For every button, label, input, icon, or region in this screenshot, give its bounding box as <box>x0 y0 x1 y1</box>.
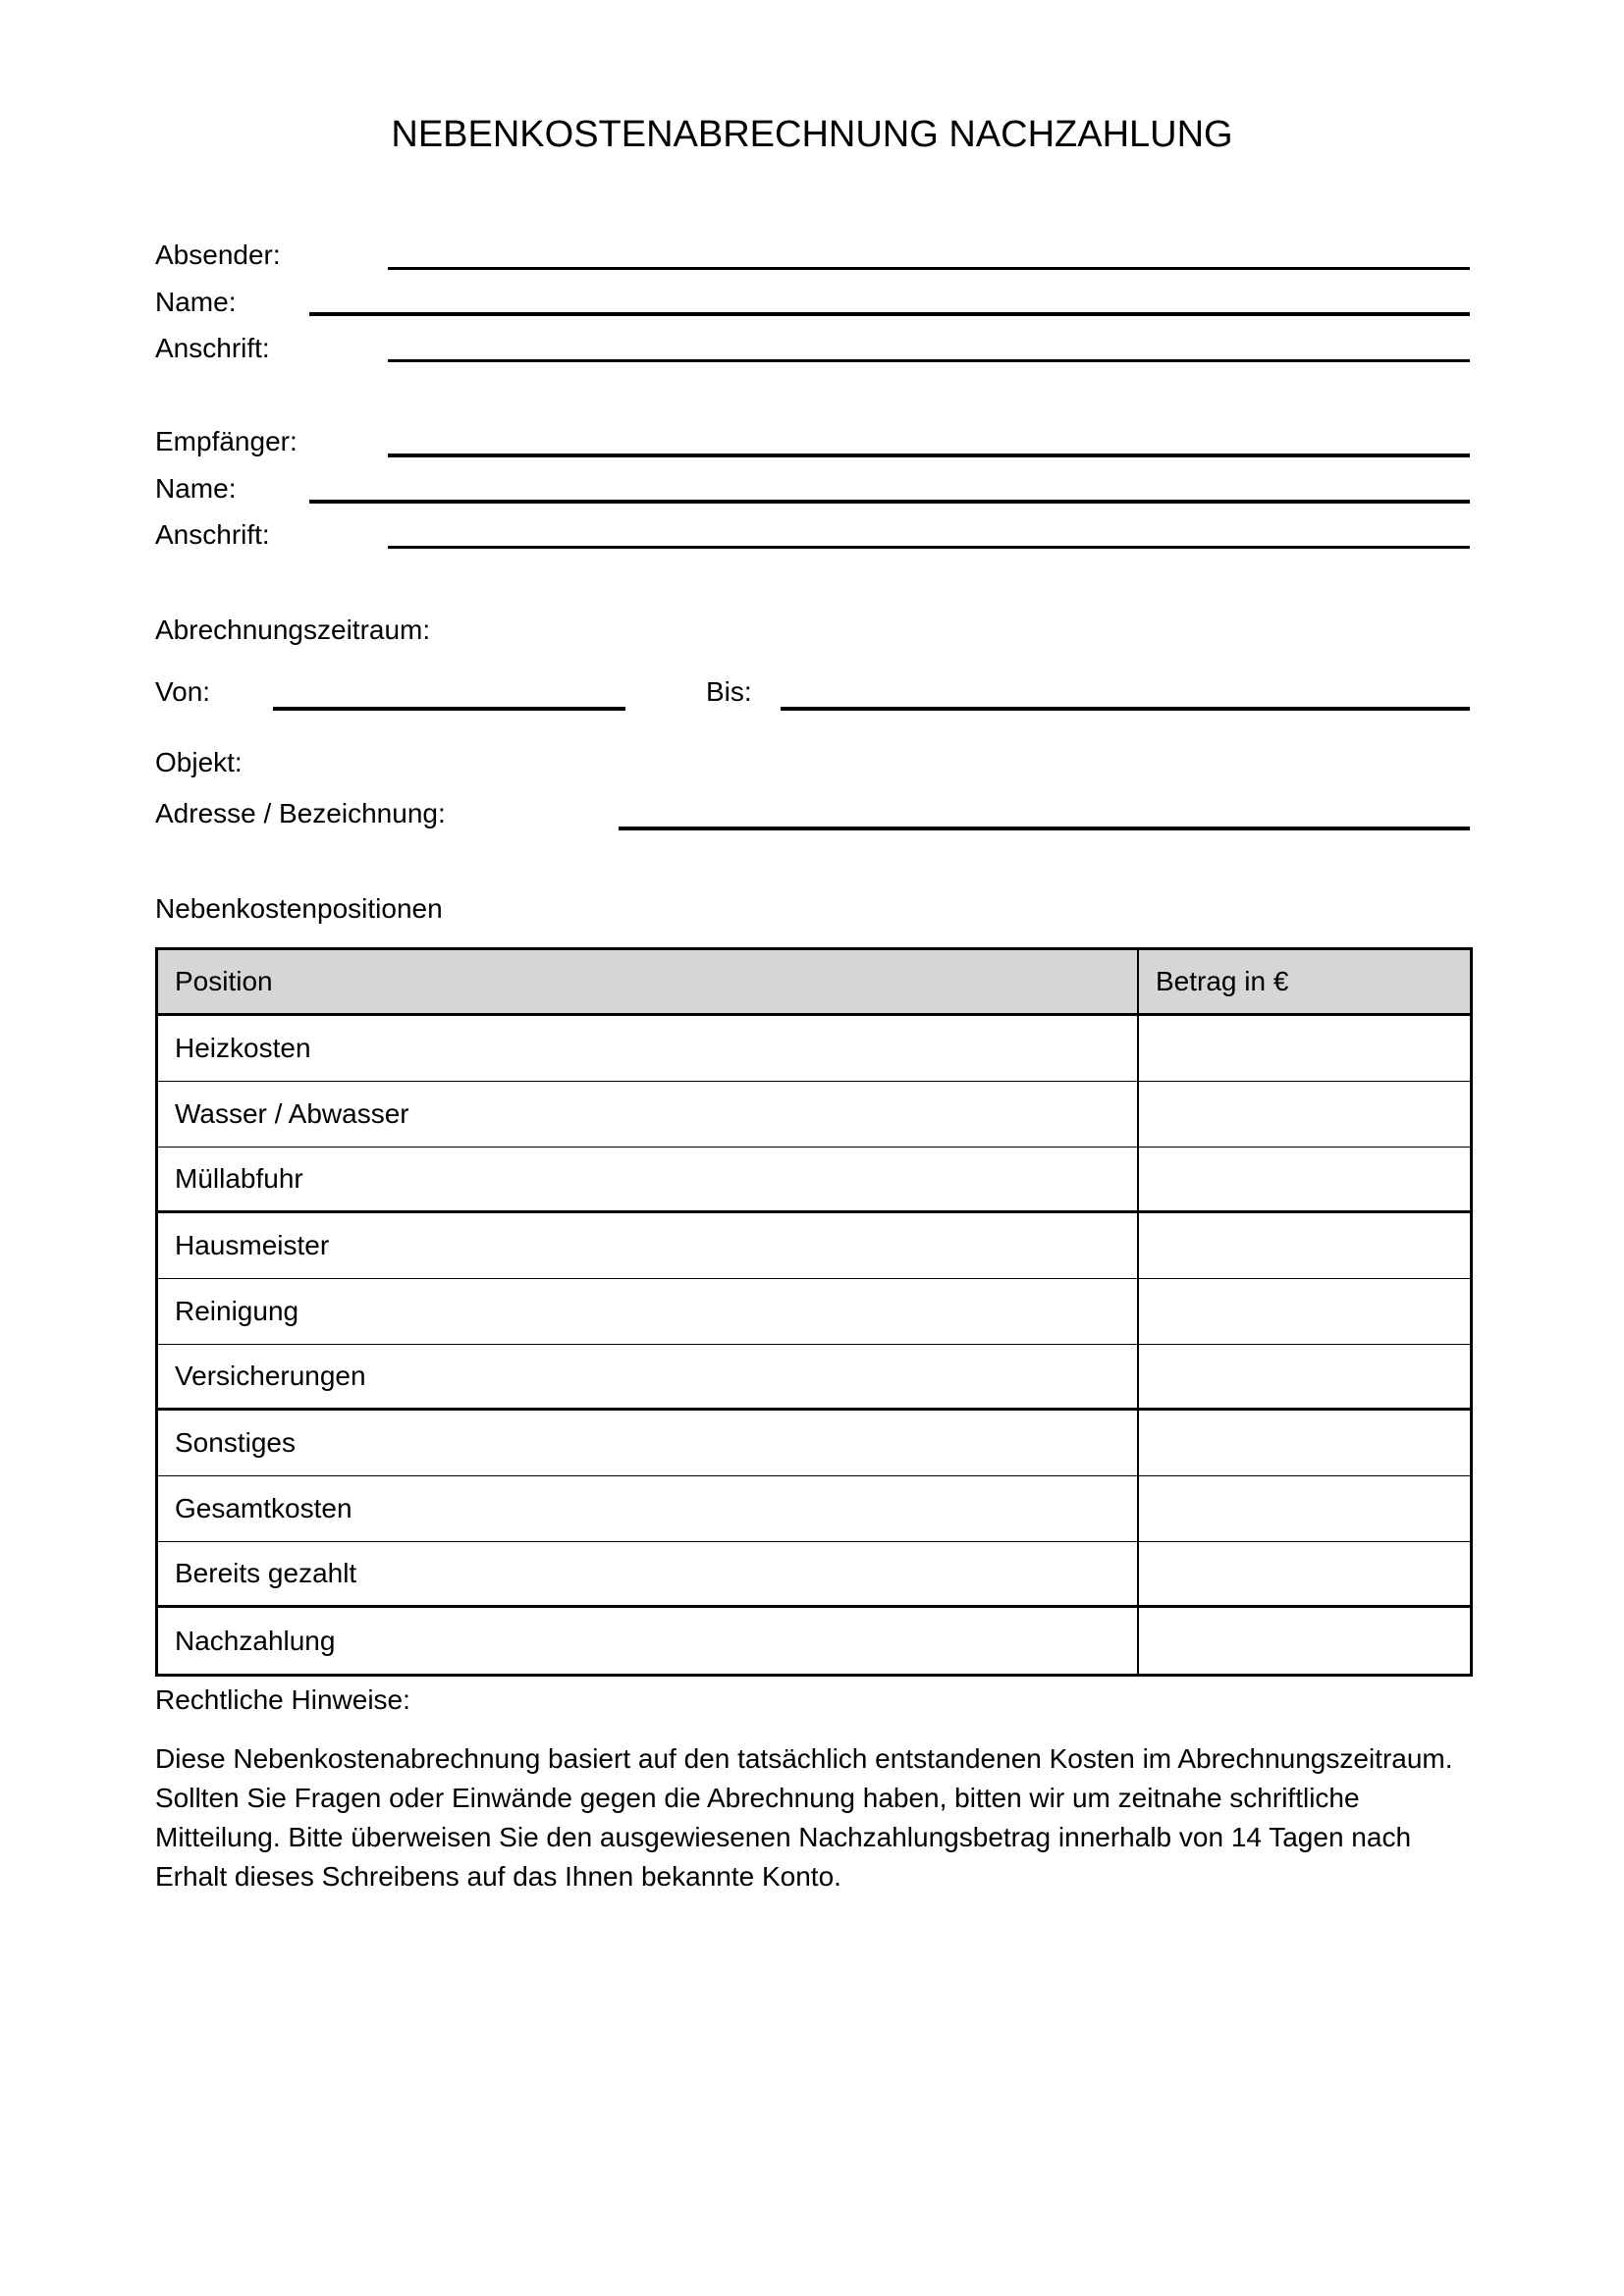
table-row <box>158 1542 1470 1608</box>
table-row <box>158 1213 1470 1279</box>
amount-cell[interactable] <box>1137 1082 1470 1147</box>
amount-cell[interactable] <box>1137 1016 1470 1081</box>
position-label: Sonstiges <box>175 1427 296 1458</box>
table-row <box>158 1345 1470 1411</box>
period-from-label: Von: <box>155 676 211 707</box>
recipient-name-label: Name: <box>155 473 237 504</box>
period-from-input-line[interactable] <box>273 707 625 711</box>
amount-cell[interactable] <box>1137 1476 1470 1541</box>
amount-cell[interactable] <box>1137 1148 1470 1210</box>
position-label: Müllabfuhr <box>175 1163 303 1194</box>
page-title: NEBENKOSTENABRECHNUNG NACHZAHLUNG <box>391 114 1233 155</box>
table-row <box>158 1608 1470 1674</box>
position-label: Reinigung <box>175 1296 299 1326</box>
period-to-label: Bis: <box>706 676 752 707</box>
recipient-input-line[interactable] <box>388 454 1470 457</box>
table-row <box>158 1279 1470 1345</box>
recipient-address-input-line[interactable] <box>388 546 1470 549</box>
amount-cell[interactable] <box>1137 1213 1470 1278</box>
table-row <box>158 1476 1470 1542</box>
legal-line: Diese Nebenkostenabrechnung basiert auf den tatsächlich entstandenen Kosten im Abrechnungszeitraum. <box>155 1743 1453 1774</box>
position-label: Nachzahlung <box>175 1625 336 1656</box>
period-section-label: Abrechnungszeitraum: <box>155 614 431 645</box>
amount-cell[interactable] <box>1137 1279 1470 1344</box>
position-label: Versicherungen <box>175 1361 366 1391</box>
table-row <box>158 1016 1470 1082</box>
legal-line: Mitteilung. Bitte überweisen Sie den ausgewiesenen Nachzahlungsbetrag innerhalb von 14 Tagen nach <box>155 1822 1412 1852</box>
column-header-amount: Betrag in € <box>1137 950 1470 1013</box>
table-row <box>158 1082 1470 1148</box>
legal-line: Erhalt dieses Schreibens auf das Ihnen bekannte Konto. <box>155 1861 841 1892</box>
position-label: Hausmeister <box>175 1230 330 1260</box>
sender-input-line[interactable] <box>388 267 1470 270</box>
recipient-name-input-line[interactable] <box>309 500 1470 504</box>
amount-cell[interactable] <box>1137 1542 1470 1605</box>
positions-table <box>155 947 1473 1677</box>
position-label: Gesamtkosten <box>175 1493 352 1523</box>
sender-address-label: Anschrift: <box>155 333 270 363</box>
legal-line: Sollten Sie Fragen oder Einwände gegen die Abrechnung haben, bitten wir um zeitnahe schriftliche <box>155 1783 1360 1813</box>
object-address-label: Adresse / Bezeichnung: <box>155 798 446 828</box>
position-label: Heizkosten <box>175 1033 311 1063</box>
positions-heading: Nebenkostenpositionen <box>155 893 443 924</box>
table-header-row <box>158 950 1470 1016</box>
legal-paragraph <box>155 1739 1490 1896</box>
column-header-position: Position <box>175 966 273 996</box>
recipient-address-label: Anschrift: <box>155 519 270 550</box>
table-row <box>158 1148 1470 1213</box>
period-to-input-line[interactable] <box>781 707 1470 711</box>
position-label: Wasser / Abwasser <box>175 1098 409 1129</box>
sender-section-label: Absender: <box>155 240 281 270</box>
legal-heading: Rechtliche Hinweise: <box>155 1684 410 1715</box>
object-address-input-line[interactable] <box>619 827 1470 830</box>
amount-cell[interactable] <box>1137 1608 1470 1674</box>
sender-address-input-line[interactable] <box>388 359 1470 362</box>
amount-cell[interactable] <box>1137 1345 1470 1408</box>
amount-cell[interactable] <box>1137 1411 1470 1475</box>
table-row <box>158 1411 1470 1476</box>
object-section-label: Objekt: <box>155 747 243 777</box>
position-label: Bereits gezahlt <box>175 1558 357 1588</box>
sender-name-input-line[interactable] <box>309 312 1470 316</box>
recipient-section-label: Empfänger: <box>155 426 298 456</box>
sender-name-label: Name: <box>155 287 237 317</box>
